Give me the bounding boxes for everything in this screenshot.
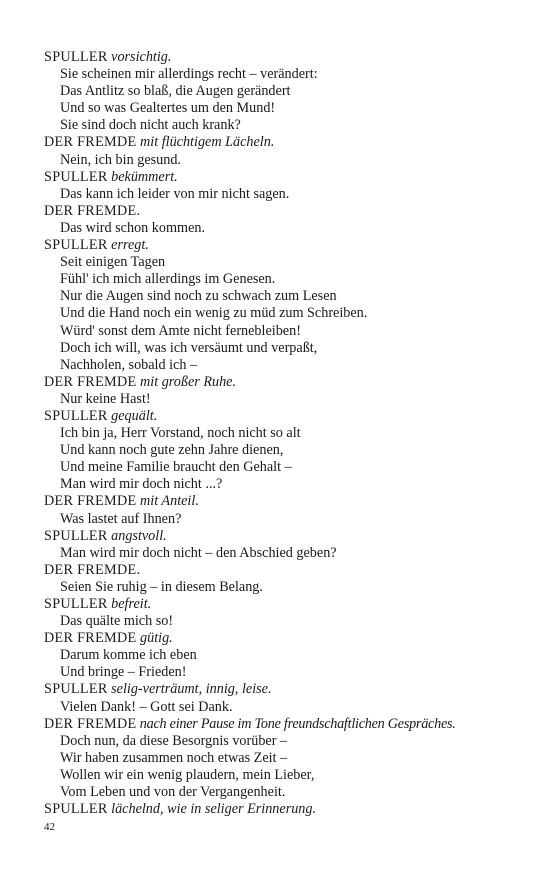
speaker-name: DER FREMDE.	[44, 202, 141, 219]
speaker-line	[44, 237, 514, 254]
verse-text: Das wird schon kommen.	[60, 219, 206, 236]
speaker-name: SPULLER	[44, 527, 108, 544]
speaker-name: SPULLER	[44, 168, 108, 185]
verse-line	[44, 459, 514, 476]
verse-text: Was lastet auf Ihnen?	[60, 510, 182, 527]
verse-text: Vielen Dank! – Gott sei Dank.	[60, 698, 233, 715]
verse-line	[44, 305, 514, 322]
verse-line	[44, 117, 514, 134]
verse-line	[44, 220, 514, 237]
verse-line	[44, 442, 514, 459]
verse-text: Würd' sonst dem Amte nicht fernebleiben!	[60, 322, 301, 339]
verse-text: Und meine Familie braucht den Gehalt –	[60, 459, 292, 476]
verse-text: Und kann noch gute zehn Jahre dienen,	[60, 442, 284, 459]
speaker-name: SPULLER	[44, 407, 108, 424]
verse-line	[44, 767, 514, 784]
verse-line	[44, 613, 514, 630]
play-text	[44, 49, 514, 818]
speaker-line	[44, 596, 514, 613]
verse-text: Doch nun, da diese Besorgnis vorüber –	[60, 732, 288, 749]
speaker-line	[44, 493, 514, 510]
verse-text: Sie sind doch nicht auch krank?	[60, 117, 241, 134]
speaker-name: SPULLER	[44, 49, 108, 65]
verse-line	[44, 254, 514, 271]
verse-text: Wollen wir ein wenig plaudern, mein Lieber,	[60, 766, 315, 783]
stage-direction: bekümmert.	[111, 168, 178, 185]
stage-direction: lächelnd, wie in seliger Erinnerung.	[111, 801, 317, 818]
speaker-name: DER FREMDE.	[44, 561, 141, 578]
verse-text: Ich bin ja, Herr Vorstand, noch nicht so alt	[60, 425, 301, 442]
stage-direction: mit Anteil.	[140, 493, 199, 510]
verse-text: Seit einigen Tagen	[60, 254, 166, 271]
speaker-line	[44, 630, 514, 647]
speaker-name: SPULLER	[44, 681, 108, 698]
verse-line	[44, 579, 514, 596]
verse-text: Und die Hand noch ein wenig zu müd zum Schreiben.	[60, 305, 368, 322]
speaker-line	[44, 528, 514, 545]
stage-direction: selig-verträumt, innig, leise.	[111, 681, 272, 698]
speaker-line	[44, 169, 514, 186]
speaker-name: DER FREMDE	[44, 134, 137, 151]
verse-line	[44, 750, 514, 767]
verse-text: Vom Leben und von der Vergangenheit.	[60, 784, 286, 801]
verse-text: Wir haben zusammen noch etwas Zeit –	[60, 749, 288, 766]
verse-line	[44, 271, 514, 288]
verse-line	[44, 664, 514, 681]
stage-direction: nach einer Pause im Tone freundschaftlichen Gespräches.	[139, 715, 456, 732]
stage-direction: befreit.	[111, 596, 152, 612]
verse-line	[44, 357, 514, 374]
speaker-name: DER FREMDE	[44, 493, 137, 510]
verse-text: Darum komme ich eben	[60, 647, 197, 664]
verse-text: Nein, ich bin gesund.	[60, 151, 181, 168]
speaker-line	[44, 562, 514, 579]
verse-text: Das quälte mich so!	[60, 613, 174, 630]
verse-line	[44, 425, 514, 442]
verse-line	[44, 288, 514, 305]
verse-line	[44, 391, 514, 408]
verse-text: Das kann ich leider von mir nicht sagen.	[60, 185, 290, 202]
speaker-name: DER FREMDE	[44, 373, 137, 390]
verse-line	[44, 545, 514, 562]
verse-text: Nachholen, sobald ich –	[60, 356, 198, 373]
verse-text: Und so was Gealtertes um den Mund!	[60, 100, 276, 117]
verse-line	[44, 152, 514, 169]
speaker-line	[44, 134, 514, 151]
verse-text: Sie scheinen mir allerdings recht – verändert:	[60, 66, 318, 83]
verse-text: Fühl' ich mich allerdings im Genesen.	[60, 271, 276, 288]
page-number: 42	[44, 821, 55, 833]
speaker-line	[44, 716, 514, 733]
speaker-name: SPULLER	[44, 237, 108, 254]
verse-text: Doch ich will, was ich versäumt und verpaßt,	[60, 339, 318, 356]
verse-line	[44, 733, 514, 750]
speaker-line	[44, 681, 514, 698]
stage-direction: mit großer Ruhe.	[140, 373, 237, 390]
verse-line	[44, 186, 514, 203]
stage-direction: vorsichtig.	[111, 49, 172, 65]
stage-direction: erregt.	[111, 237, 149, 254]
speaker-line	[44, 203, 514, 220]
speaker-name: SPULLER	[44, 596, 108, 612]
stage-direction: gütig.	[140, 630, 173, 647]
verse-line	[44, 511, 514, 528]
verse-line	[44, 66, 514, 83]
speaker-name: DER FREMDE	[44, 715, 137, 732]
verse-line	[44, 323, 514, 340]
verse-text: Und bringe – Frieden!	[60, 664, 187, 681]
speaker-line	[44, 801, 514, 818]
verse-text: Das Antlitz so blaß, die Augen gerändert	[60, 83, 291, 100]
verse-line	[44, 699, 514, 716]
verse-line	[44, 100, 514, 117]
verse-line	[44, 476, 514, 493]
speaker-line	[44, 374, 514, 391]
verse-line	[44, 784, 514, 801]
verse-text: Seien Sie ruhig – in diesem Belang.	[60, 578, 263, 595]
verse-text: Nur die Augen sind noch zu schwach zum Lesen	[60, 288, 337, 305]
speaker-line	[44, 49, 514, 66]
stage-direction: angstvoll.	[111, 527, 167, 544]
verse-line	[44, 647, 514, 664]
verse-text: Man wird mir doch nicht ...?	[60, 476, 223, 493]
verse-line	[44, 83, 514, 100]
verse-line	[44, 340, 514, 357]
verse-text: Man wird mir doch nicht – den Abschied geben?	[60, 544, 337, 561]
speaker-name: SPULLER	[44, 801, 108, 818]
speaker-name: DER FREMDE	[44, 630, 137, 647]
speaker-line	[44, 408, 514, 425]
stage-direction: gequält.	[111, 407, 158, 424]
stage-direction: mit flüchtigem Lächeln.	[140, 134, 275, 151]
verse-text: Nur keine Hast!	[60, 390, 151, 407]
